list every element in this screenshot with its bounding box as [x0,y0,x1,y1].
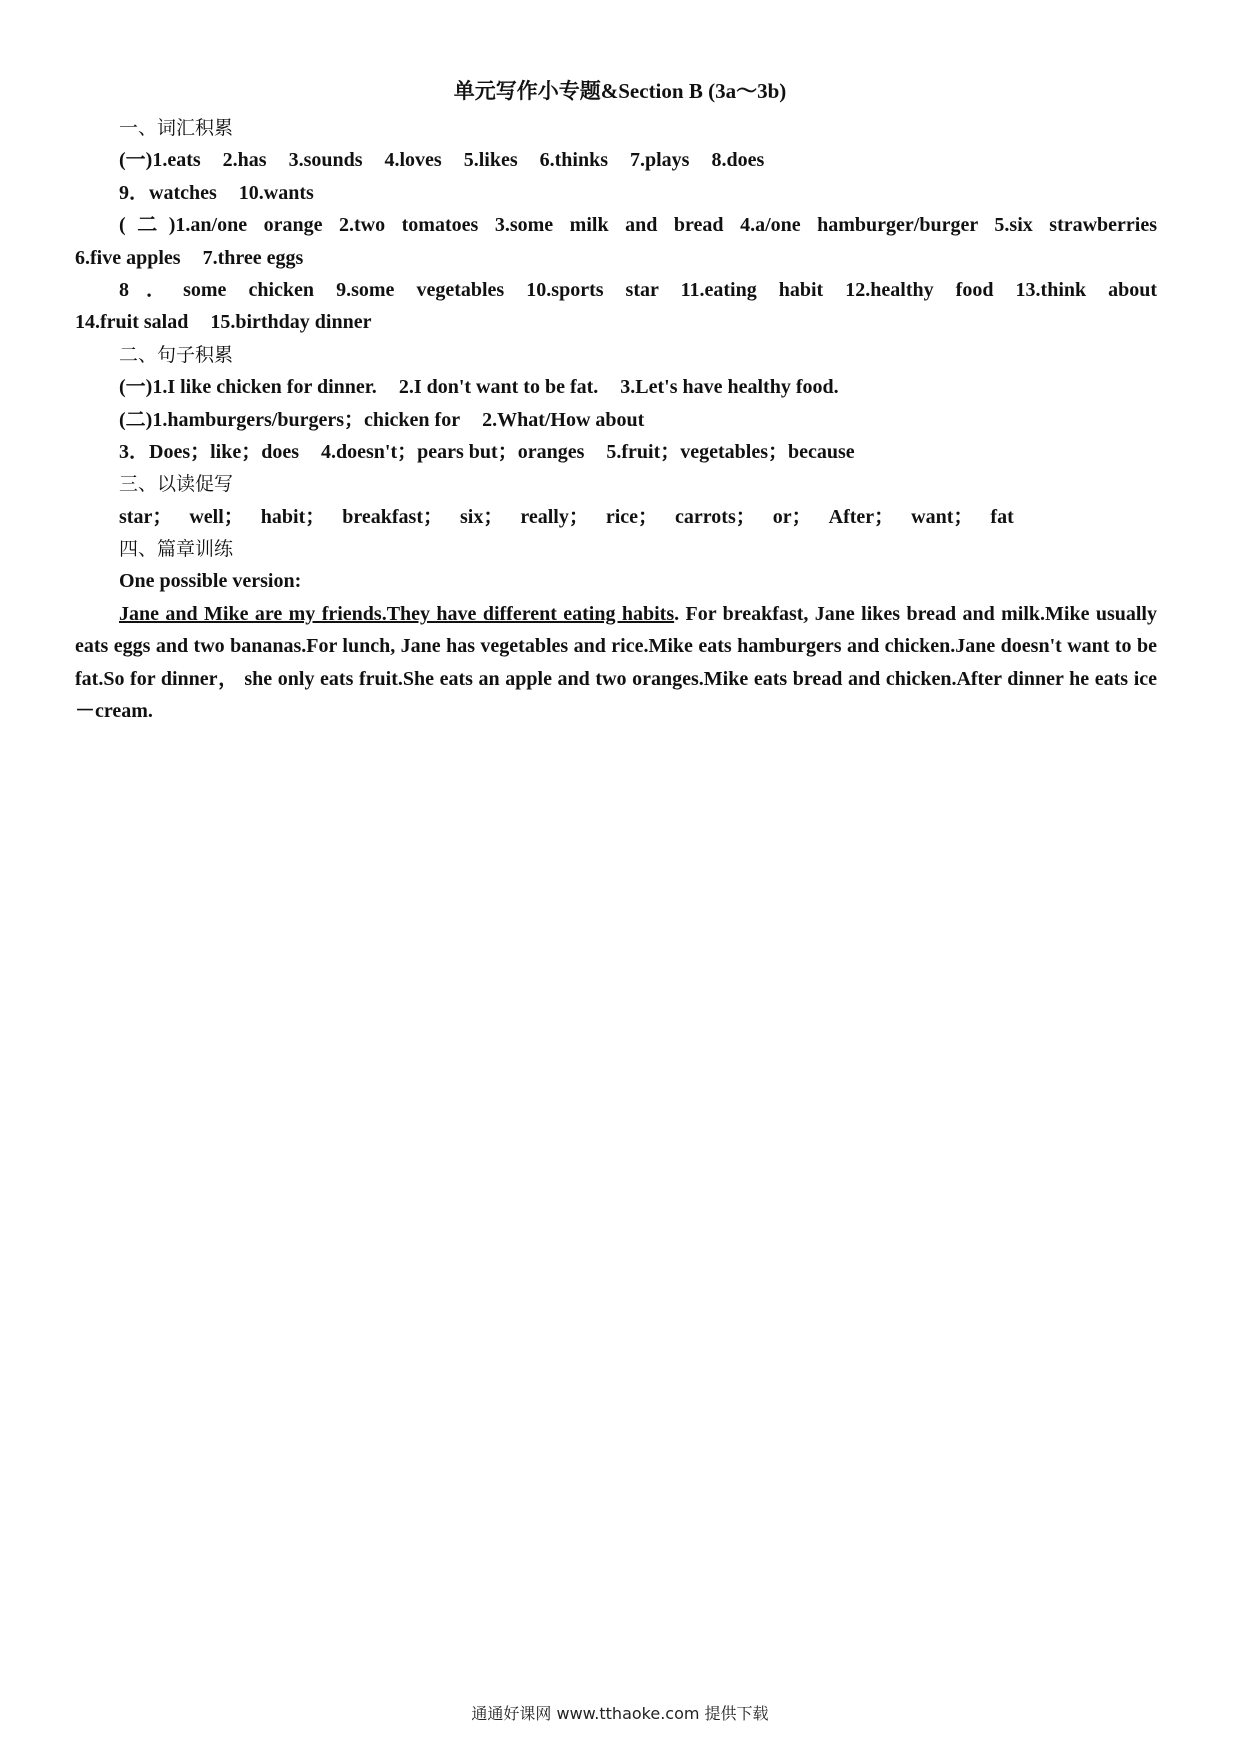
answer-word: rice； [605,505,659,528]
answer-item: 2.has [222,149,267,172]
answer-item: 2.two tomatoes [339,214,479,237]
page-title: 单元写作小专题&Section B (3a～3b) [453,79,787,103]
answer-item: 14.fruit salad [75,311,189,334]
answer-item: 6.thinks [539,149,608,172]
part-prefix: (二) [119,408,153,431]
answer-item: 11.eating habit [680,278,824,301]
answer-item: 6.five apples [75,246,181,269]
section-heading-reading: 三、以读促写 [119,473,234,496]
answer-word: really； [520,505,589,528]
essay-body: . For breakfast, Jane likes bread and milk.Mike usually eats eggs and two bananas.For lunch, Jane has vegetables and rice.Mike eats hamburgers and chicken.Jane doesn't want to be fat.So for dinner， she only eats fruit.She eats an apple and two oranges.Mike eats bread and chicken.After dinner he eats ice－cream. [75,602,1157,723]
vocab-part1-row2 [75,177,1157,209]
answer-item: 4.doesn't；pears but；oranges [321,440,585,463]
answer-word: well； [189,505,244,528]
answer-item: 1.hamburgers/burgers；chicken for [152,408,461,431]
answer-item: 10.sports star [526,278,659,301]
part-prefix: (二) [119,214,176,237]
essay-underlined-opening: Jane and Mike are my friends.They have different eating habits [119,602,675,625]
sentences-part2-row1 [75,404,1157,436]
answer-word: star； [119,505,173,528]
answer-word: or； [772,505,812,528]
answer-item: 5.likes [463,149,518,172]
section-heading-writing: 四、篇章训练 [119,538,234,561]
answer-item: 4.loves [384,149,442,172]
answer-item: 2.I don't want to be fat. [398,376,599,399]
answer-item: 5.six strawberries [994,214,1157,237]
answer-item: 3.Let's have healthy food. [620,376,839,399]
part-prefix: (一) [119,376,153,399]
answer-item: 15.birthday dinner [210,311,372,334]
answer-item: 8.does [711,149,765,172]
answer-item: 7.plays [630,149,690,172]
footer-watermark: 通通好课网 www.tthaoke.com 提供下载 [471,1704,769,1723]
answer-item: 13.think about [1015,278,1157,301]
section-heading-sentences: 二、句子积累 [119,343,234,366]
answer-word: fat [990,505,1014,528]
answer-item: 7.three eggs [202,246,304,269]
vocab-part2-row4 [75,306,1157,338]
answer-item: 3.some milk and bread [494,214,724,237]
answer-item: 9．watches [119,181,217,204]
answer-word: breakfast； [342,505,443,528]
answer-word: six； [459,505,504,528]
answer-word: habit； [260,505,326,528]
answer-item: 4.a/one hamburger/burger [740,214,978,237]
answer-item: 3.sounds [288,149,363,172]
answer-word: carrots； [675,505,756,528]
answer-word: want； [911,505,974,528]
section-heading-vocab: 一、词汇积累 [119,117,234,139]
answer-item: 3．Does；like；does [119,440,299,463]
part-prefix: (一) [119,149,153,172]
answer-item: 10.wants [238,181,314,204]
vocab-part2-row2 [75,242,1157,274]
version-label: One possible version: [119,570,302,593]
vocab-part2-row1 [75,209,1157,241]
answer-item: 5.fruit；vegetables；because [606,440,855,463]
answer-item: 1.eats [152,149,201,172]
answer-item: 1.an/one orange [175,214,323,237]
sentences-part2-row2 [75,436,1157,468]
answer-item: 1.I like chicken for dinner. [152,376,377,399]
sentences-part1 [75,371,1157,403]
answer-item: 8．some chicken [119,278,315,301]
answer-content [75,112,1157,727]
answer-item: 12.healthy food [845,278,994,301]
vocab-part2-row3 [75,274,1157,306]
answer-word: After； [828,505,895,528]
sample-essay [75,598,1157,728]
reading-words [75,501,1157,533]
vocab-part1-row1 [75,144,1157,176]
answer-item: 2.What/How about [482,408,645,431]
answer-item: 9.some vegetables [336,278,505,301]
